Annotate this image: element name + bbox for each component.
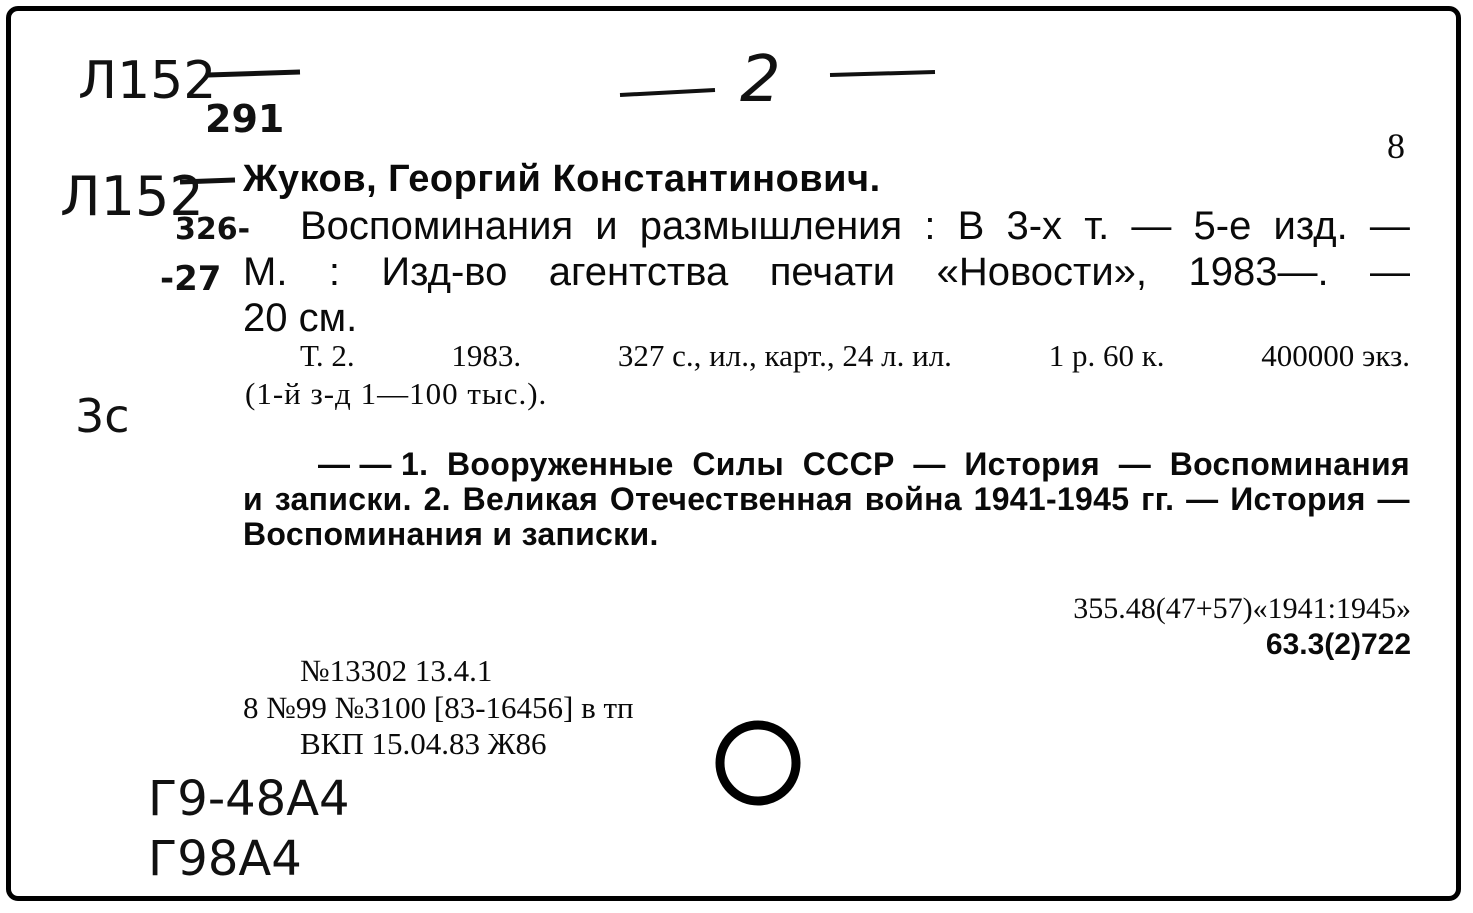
shelf-mark-2-sub2: -27	[160, 259, 222, 299]
shelf-mark-1: Л152	[78, 51, 217, 111]
handwritten-code: 3с	[75, 389, 130, 443]
sheet-number: 2	[740, 43, 781, 117]
inventory-number-2: Г98А4	[148, 831, 302, 887]
shelf-mark-1-sub: 291	[205, 97, 285, 141]
title-line: Воспоминания и размышления : В 3-х т. — 5-е изд. —	[300, 204, 1410, 248]
sheet-dash-right	[830, 72, 935, 75]
author-heading: Жуков, Георгий Константинович.	[243, 158, 881, 200]
subjects-line-2: и записки. 2. Великая Отечественная война 1941-1945 гг. — История —	[243, 481, 1410, 517]
subjects-line-1: — — 1. Вооруженные Силы СССР — История — Воспоминания	[318, 446, 1410, 482]
accession-line-3: ВКП 15.04.83 Ж86	[300, 726, 547, 761]
accession-line-1: №13302 13.4.1	[300, 653, 493, 688]
bbk-index: 63.3(2)722	[1265, 628, 1411, 661]
inventory-number-1: Г9-48А4	[148, 771, 350, 827]
shelf-mark-2-sub: 326-	[175, 212, 251, 247]
shelf1-underline	[208, 72, 300, 75]
udc-index: 355.48(47+57)«1941:1945»	[1073, 592, 1411, 625]
print-run-line: (1-й з-д 1—100 тыс.).	[245, 376, 548, 411]
size-line: 20 см.	[243, 296, 358, 340]
volume-line: Т. 2. 1983. 327 с., ил., карт., 24 л. ил. 1 р. 60 к. 400000 экз.	[300, 338, 1410, 373]
sheet-dash-left	[620, 90, 715, 95]
circle-stamp-mark	[720, 725, 796, 801]
accession-line-2: 8 №99 №3100 [83-16456] в тп	[243, 690, 634, 725]
shelf-mark-2: Л152	[60, 165, 204, 228]
imprint-line: М. : Изд-во агентства печати «Новости», 1983—. —	[243, 250, 1410, 294]
card-number: 8	[1387, 126, 1405, 166]
subjects-line-3: Воспоминания и записки.	[243, 516, 659, 552]
